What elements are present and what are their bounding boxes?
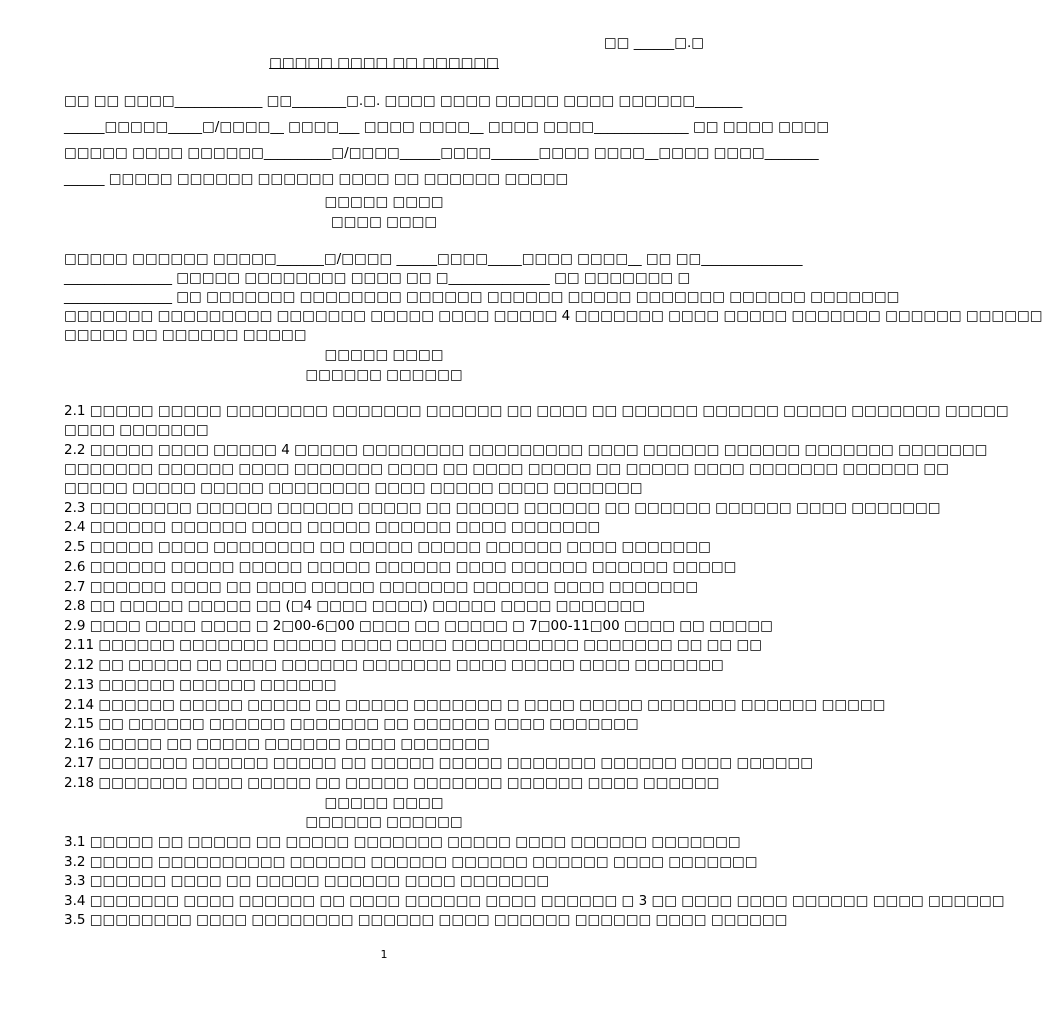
section1-line: ________________ □□ □□□□□□□ □□□□□□□□ □□□□□□ □□□□□□ □□□□□ □□□□□□□ □□□□□□ □□□□□□□ bbox=[64, 289, 900, 305]
clause-item: □□□□□□□ □□□□□□ □□□□ □□□□□□□ □□□□ □□ □□□□ □□□□□ □□ □□□□□ □□□□ □□□□□□□ □□□□□□ □□ bbox=[64, 461, 949, 477]
clause-item: 2.18 □□□□□□□ □□□□ □□□□□ □□ □□□□□ □□□□□□□ □□□□□□ □□□□ □□□□□□ bbox=[64, 775, 720, 791]
section-number: □□□□□ □□□□ bbox=[324, 795, 444, 811]
section-heading: □□□□ □□□□ bbox=[330, 214, 438, 230]
clause-item: 3.5 □□□□□□□□ □□□□ □□□□□□□□ □□□□□□ □□□□ □□□□□□ □□□□□□ □□□□ □□□□□□ bbox=[64, 912, 788, 928]
section1-line: ________________ □□□□□ □□□□□□□□ □□□□ □□ □_______________ □□ □□□□□□□ □ bbox=[64, 270, 691, 286]
intro-line: ______ □□□□□ □□□□□□ □□□□□□ □□□□ □□ □□□□□□ □□□□□ bbox=[64, 171, 569, 187]
clause-item: 2.8 □□ □□□□□ □□□□□ □□ (□4 □□□□ □□□□) □□□□□ □□□□ □□□□□□□ bbox=[64, 598, 645, 614]
clause-item: □□□□□ □□□□□ □□□□□ □□□□□□□□ □□□□ □□□□□ □□□□ □□□□□□□ bbox=[64, 480, 643, 496]
section-heading: □□□□□□ □□□□□□ bbox=[305, 367, 463, 383]
clause-item: 2.11 □□□□□□ □□□□□□□ □□□□□ □□□□ □□□□ □□□□□□□□□□ □□□□□□□ □□ □□ □□ bbox=[64, 637, 762, 653]
intro-line: ______□□□□□_____□/□□□□__ □□□□___ □□□□ □□□□__ □□□□ □□□□______________ □□ □□□□ □□□□ bbox=[64, 119, 830, 135]
clause-item: 2.4 □□□□□□ □□□□□□ □□□□ □□□□□ □□□□□□ □□□□ □□□□□□□ bbox=[64, 519, 601, 535]
clause-item: 2.5 □□□□□ □□□□ □□□□□□□□ □□ □□□□□ □□□□□ □□□□□□ □□□□ □□□□□□□ bbox=[64, 539, 711, 555]
section-number: □□□□□ □□□□ bbox=[324, 347, 444, 363]
clause-item: 2.7 □□□□□□ □□□□ □□ □□□□ □□□□□ □□□□□□□ □□□□□□ □□□□ □□□□□□□ bbox=[64, 579, 699, 595]
clause-item: 3.3 □□□□□□ □□□□ □□ □□□□□ □□□□□□ □□□□ □□□□□□□ bbox=[64, 873, 550, 889]
clause-item: 3.4 □□□□□□□ □□□□ □□□□□□ □□ □□□□ □□□□□□ □□□□ □□□□□□ □ 3 □□ □□□□ □□□□ □□□□□□ □□□□ □□□□□□ bbox=[64, 893, 1005, 909]
section1-line: □□□□□ □□ □□□□□□ □□□□□ bbox=[64, 327, 307, 343]
clause-item: 3.1 □□□□□ □□ □□□□□ □□ □□□□□ □□□□□□□ □□□□□ □□□□ □□□□□□ □□□□□□□ bbox=[64, 834, 741, 850]
clause-item: 2.16 □□□□□ □□ □□□□□ □□□□□□ □□□□ □□□□□□□ bbox=[64, 736, 490, 752]
page-number: 1 bbox=[380, 948, 388, 961]
intro-line: □□ □□ □□□□_____________ □□________□.□. □□□□ □□□□ □□□□□ □□□□ □□□□□□_______ bbox=[64, 93, 743, 109]
section1-line: □□□□□ □□□□□□ □□□□□_______□/□□□□ ______□□□□_____□□□□ □□□□__ □□ □□_______________ bbox=[64, 251, 803, 267]
clause-item: 3.2 □□□□□ □□□□□□□□□□ □□□□□□ □□□□□□ □□□□□□ □□□□□□ □□□□ □□□□□□□ bbox=[64, 854, 758, 870]
clause-item: 2.3 □□□□□□□□ □□□□□□ □□□□□□ □□□□□ □□ □□□□□ □□□□□□ □□ □□□□□□ □□□□□□ □□□□ □□□□□□□ bbox=[64, 500, 941, 516]
document-title: □□□□□ □□□□ □□ □□□□□□ bbox=[269, 55, 499, 71]
reference-number: □□ ______□.□ bbox=[603, 35, 704, 51]
clause-item: 2.12 □□ □□□□□ □□ □□□□ □□□□□□ □□□□□□□ □□□□ □□□□□ □□□□ □□□□□□□ bbox=[64, 657, 724, 673]
clause-item: 2.1 □□□□□ □□□□□ □□□□□□□□ □□□□□□□ □□□□□□ □□ □□□□ □□ □□□□□□ □□□□□□ □□□□□ □□□□□□□ □□□□□ bbox=[64, 403, 1009, 419]
clause-item: □□□□ □□□□□□□ bbox=[64, 422, 209, 438]
section1-line: □□□□□□□ □□□□□□□□□ □□□□□□□ □□□□□ □□□□ □□□□□ 4 □□□□□□□ □□□□ □□□□□ □□□□□□□ □□□□□□ □□□□□□ bbox=[64, 308, 1042, 324]
clause-item: 2.17 □□□□□□□ □□□□□□ □□□□□ □□ □□□□□ □□□□□ □□□□□□□ □□□□□□ □□□□ □□□□□□ bbox=[64, 755, 813, 771]
clause-item: 2.15 □□ □□□□□□ □□□□□□ □□□□□□□ □□ □□□□□□ □□□□ □□□□□□□ bbox=[64, 716, 639, 732]
clause-item: 2.2 □□□□□ □□□□ □□□□□ 4 □□□□□ □□□□□□□□ □□□□□□□□□ □□□□ □□□□□□ □□□□□□ □□□□□□□ □□□□□□□ bbox=[64, 442, 988, 458]
section-number: □□□□□ □□□□ bbox=[324, 194, 444, 210]
clause-item: 2.9 □□□□ □□□□ □□□□ □ 2□00-6□00 □□□□ □□ □□□□□ □ 7□00-11□00 □□□□ □□ □□□□□ bbox=[64, 618, 773, 634]
clause-item: 2.6 □□□□□□ □□□□□ □□□□□ □□□□□ □□□□□□ □□□□ □□□□□□ □□□□□□ □□□□□ bbox=[64, 559, 737, 575]
clause-item: 2.14 □□□□□□ □□□□□ □□□□□ □□ □□□□□ □□□□□□□ □ □□□□ □□□□□ □□□□□□□ □□□□□□ □□□□□ bbox=[64, 697, 886, 713]
clause-item: 2.13 □□□□□□ □□□□□□ □□□□□□ bbox=[64, 677, 337, 693]
intro-line: □□□□□ □□□□ □□□□□□__________□/□□□□______□□□□_______□□□□ □□□□__□□□□ □□□□________ bbox=[64, 145, 819, 161]
section-heading: □□□□□□ □□□□□□ bbox=[305, 814, 463, 830]
